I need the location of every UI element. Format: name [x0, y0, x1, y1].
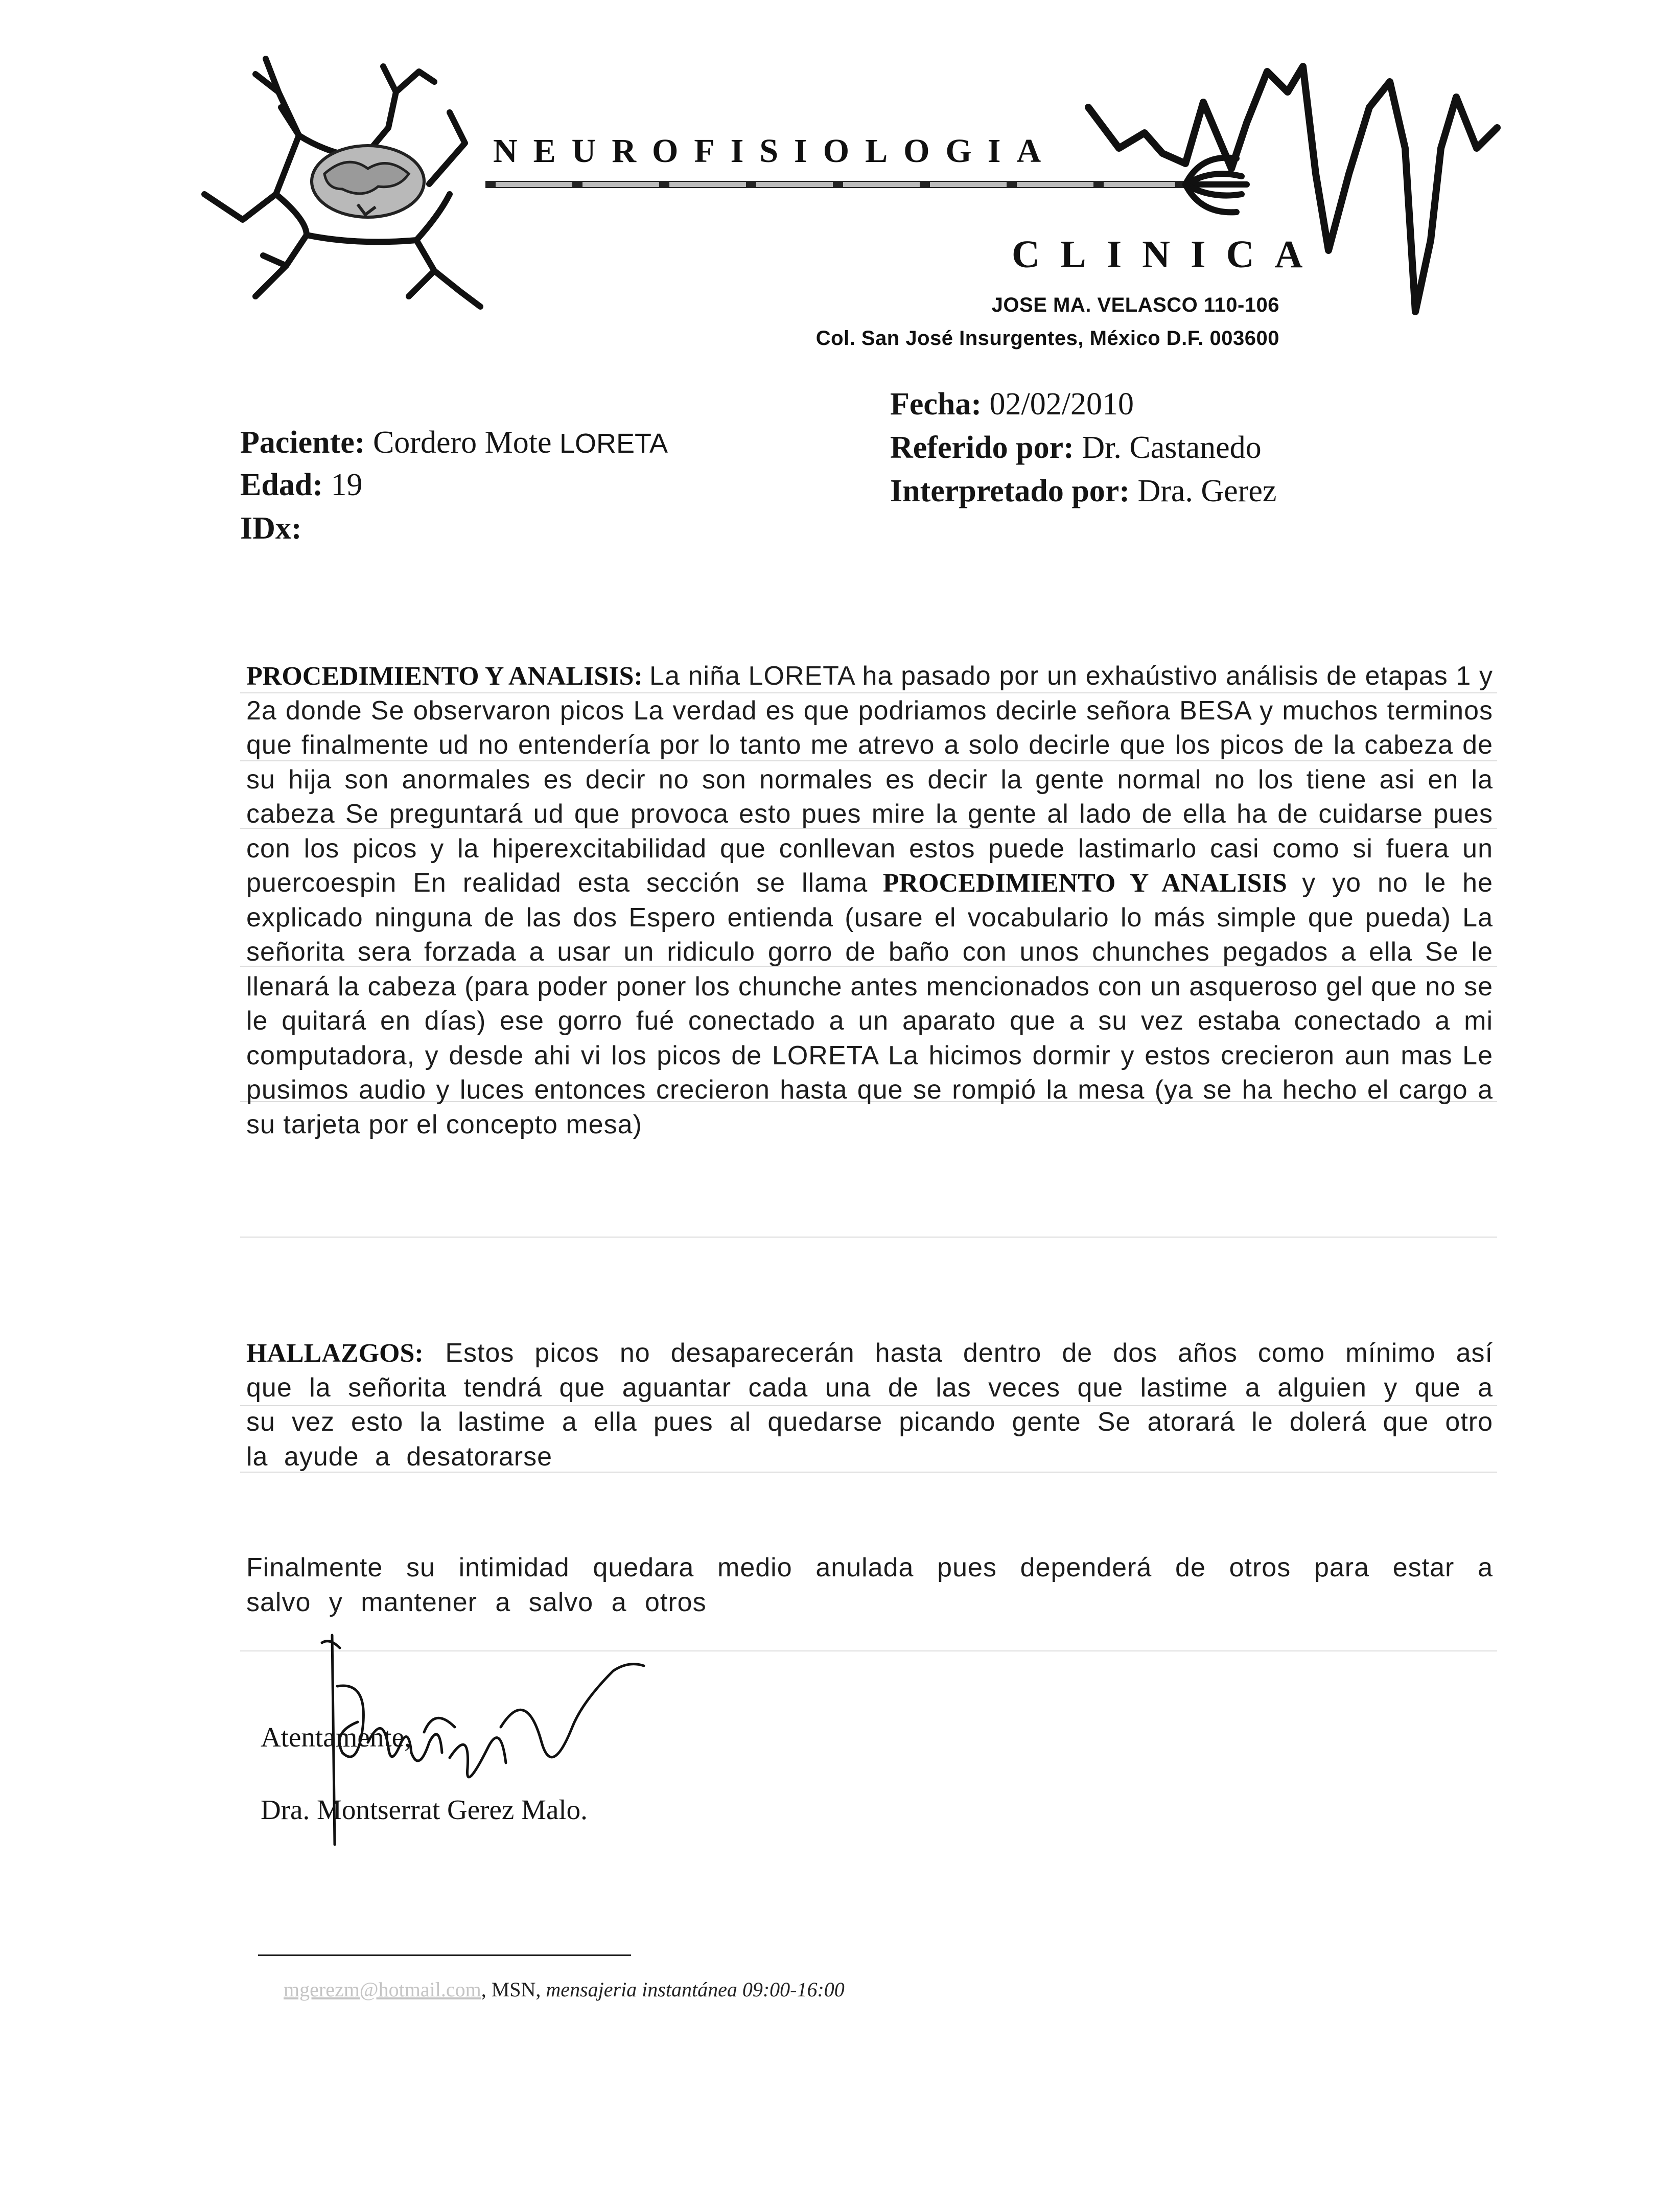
idx-label: IDx:: [240, 511, 302, 546]
fecha-label: Fecha:: [890, 387, 982, 422]
footer-hours: mensajeria instantánea 09:00-16:00: [546, 1978, 845, 2001]
paciente-field: [240, 427, 668, 458]
footer-divider: [258, 1954, 631, 1956]
hallazgos-section: [246, 1336, 1493, 1474]
procedimiento-section: [246, 659, 1493, 1142]
edad-field: [240, 469, 362, 501]
footer-email-link[interactable]: mgerezm@hotmail.com: [284, 1978, 481, 2001]
interpretado-value: Dra. Gerez: [1137, 474, 1277, 508]
hallazgos-text: Estos picos no desaparecerán hasta dentro de dos años como mínimo así que la señorita tendrá que aguantar cada una de las veces que lastime a alguien y que a su vez esto la lastime a ella pues al quedarse picando gente Se atorará le dolerá que otro la ayude a desatorarse: [246, 1338, 1494, 1472]
procedimiento-text-1: La niña LORETA ha pasado por un exhaústivo análisis de etapas 1 y 2a donde Se observaron picos La verdad es que podriamos decirle señora BESA y muchos terminos que finalmente ud no entendería por lo tanto me atrevo a solo decirle que los picos de la cabeza de su hija son anormales es decir no son normales es decir la gente normal no los tiene asi en la cabeza Se preguntará ud que provoca esto pues mire la gente al lado de ella ha de cuidarse pues con los picos y la hiperexcitabilidad que conllevan estos puede lastimarlo casi como si fuera un puercoespin En realidad esta sección se llama: [246, 661, 1494, 898]
paciente-label: Paciente:: [240, 425, 365, 460]
hallazgos-heading: HALLAZGOS:: [246, 1339, 424, 1368]
referido-value: Dr. Castanedo: [1082, 430, 1262, 465]
footer-contact: [284, 1977, 845, 2001]
edad-value: 19: [331, 468, 363, 502]
paper-seam: [240, 1237, 1497, 1238]
referido-label: Referido por:: [890, 430, 1074, 465]
interpretado-label: Interpretado por:: [890, 474, 1130, 508]
edad-label: Edad:: [240, 468, 323, 502]
address-line-1: JOSE MA. VELASCO 110-106: [991, 294, 1279, 316]
fecha-field: [890, 388, 1134, 420]
brand-title-line2: CLINICA: [1012, 233, 1323, 276]
idx-field: [240, 513, 302, 544]
final-section: [246, 1551, 1493, 1620]
procedimiento-text-2: y yo no le he explicado ninguna de las dos Espero entienda (usare el vocabulario lo más simple que pueda) La señorita sera forzada a usar un ridiculo gorro de baño con unos chunches pegados a ella Se le llenará la cabeza (para poder poner los chunche antes mencionados con un asqueroso gel que no se le quitará en días) ese gorro fué conectado a un aparato que a su vez estaba conectado a mi computadora, y desde ahi vi los picos de LORETA La hicimos dormir y estos crecieron aun mas Le pusimos audio y luces entonces crecieron hasta que se rompió la mesa (ya se ha hecho el cargo a su tarjeta por el concepto mesa): [246, 868, 1494, 1139]
footer-msn: , MSN,: [481, 1978, 541, 2001]
procedimiento-heading: PROCEDIMIENTO Y ANALISIS:: [246, 662, 643, 691]
paciente-value: Cordero Mote: [372, 425, 552, 460]
brand-title-line1: NEUROFISIOLOGIA: [493, 132, 1057, 170]
interpretado-field: [890, 475, 1276, 507]
signer-name: Dra. Montserrat Gerez Malo.: [261, 1794, 588, 1825]
referido-field: [890, 432, 1262, 463]
eeg-wave-icon: [1083, 46, 1507, 332]
address-line-2: Col. San José Insurgentes, México D.F. 003600: [815, 327, 1279, 350]
closing-salutation: Atentamente,: [261, 1721, 411, 1753]
fecha-value: 02/02/2010: [989, 387, 1134, 422]
procedimiento-inline-bold: PROCEDIMIENTO Y ANALISIS: [882, 869, 1287, 898]
paciente-name-upper: LORETA: [559, 428, 668, 459]
final-text: Finalmente su intimidad quedara medio anulada pues dependerá de otros para estar a salvo y mantener a salvo a otros: [246, 1553, 1493, 1617]
